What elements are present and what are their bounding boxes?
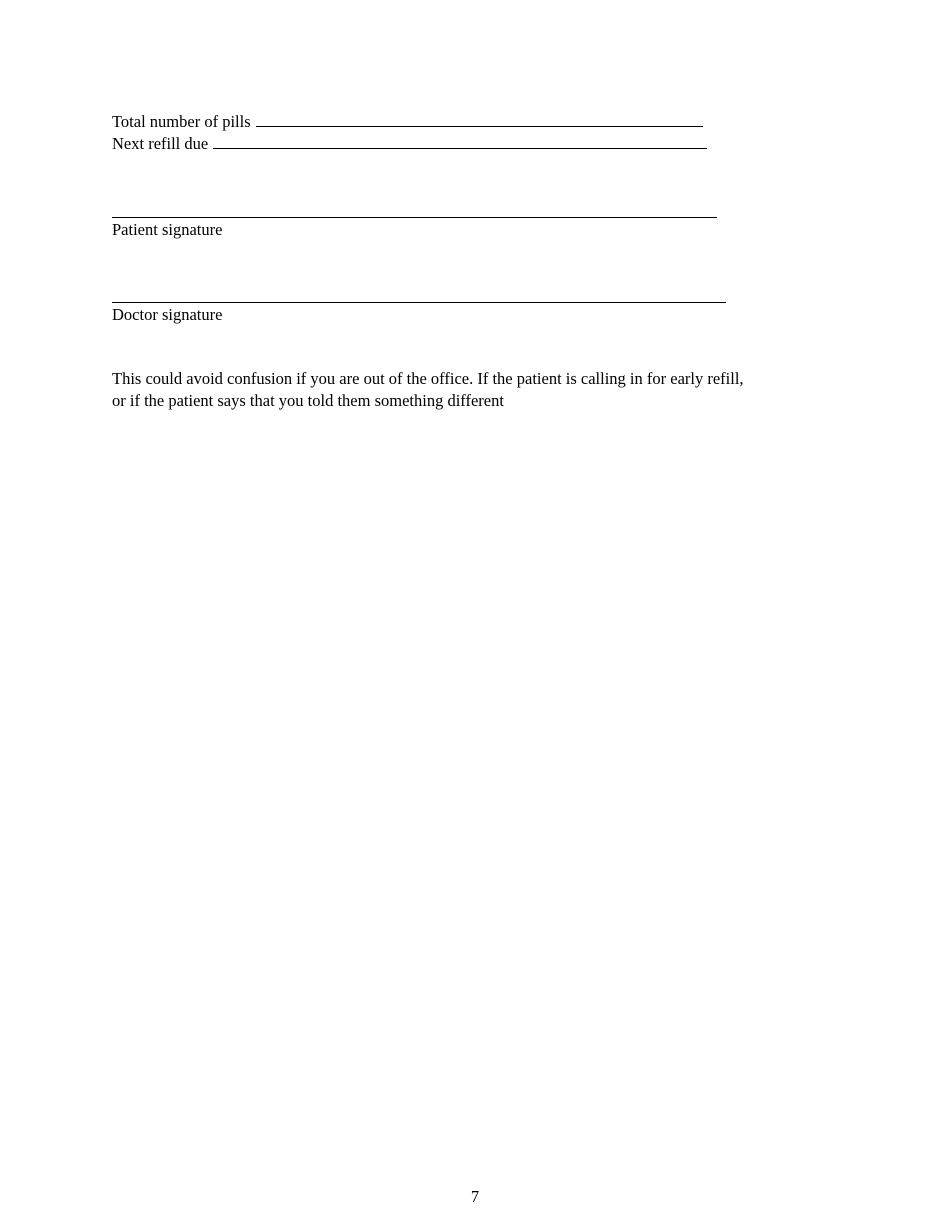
patient-signature-label: Patient signature xyxy=(112,220,223,239)
next-refill-label: Next refill due xyxy=(112,134,209,153)
total-pills-label: Total number of pills xyxy=(112,112,251,131)
doctor-signature-label: Doctor signature xyxy=(112,305,223,324)
page-number: 7 xyxy=(470,1187,480,1206)
next-refill-field[interactable] xyxy=(213,134,707,149)
patient-signature-line[interactable] xyxy=(112,217,717,218)
note-line-1: This could avoid confusion if you are out of the office. If the patient is calling in for early refill, xyxy=(112,369,744,388)
total-pills-field[interactable] xyxy=(256,112,703,127)
note-line-2: or if the patient says that you told them something different xyxy=(112,391,504,410)
doctor-signature-line[interactable] xyxy=(112,302,726,303)
total-pills-row xyxy=(112,112,703,132)
next-refill-row xyxy=(112,134,707,154)
